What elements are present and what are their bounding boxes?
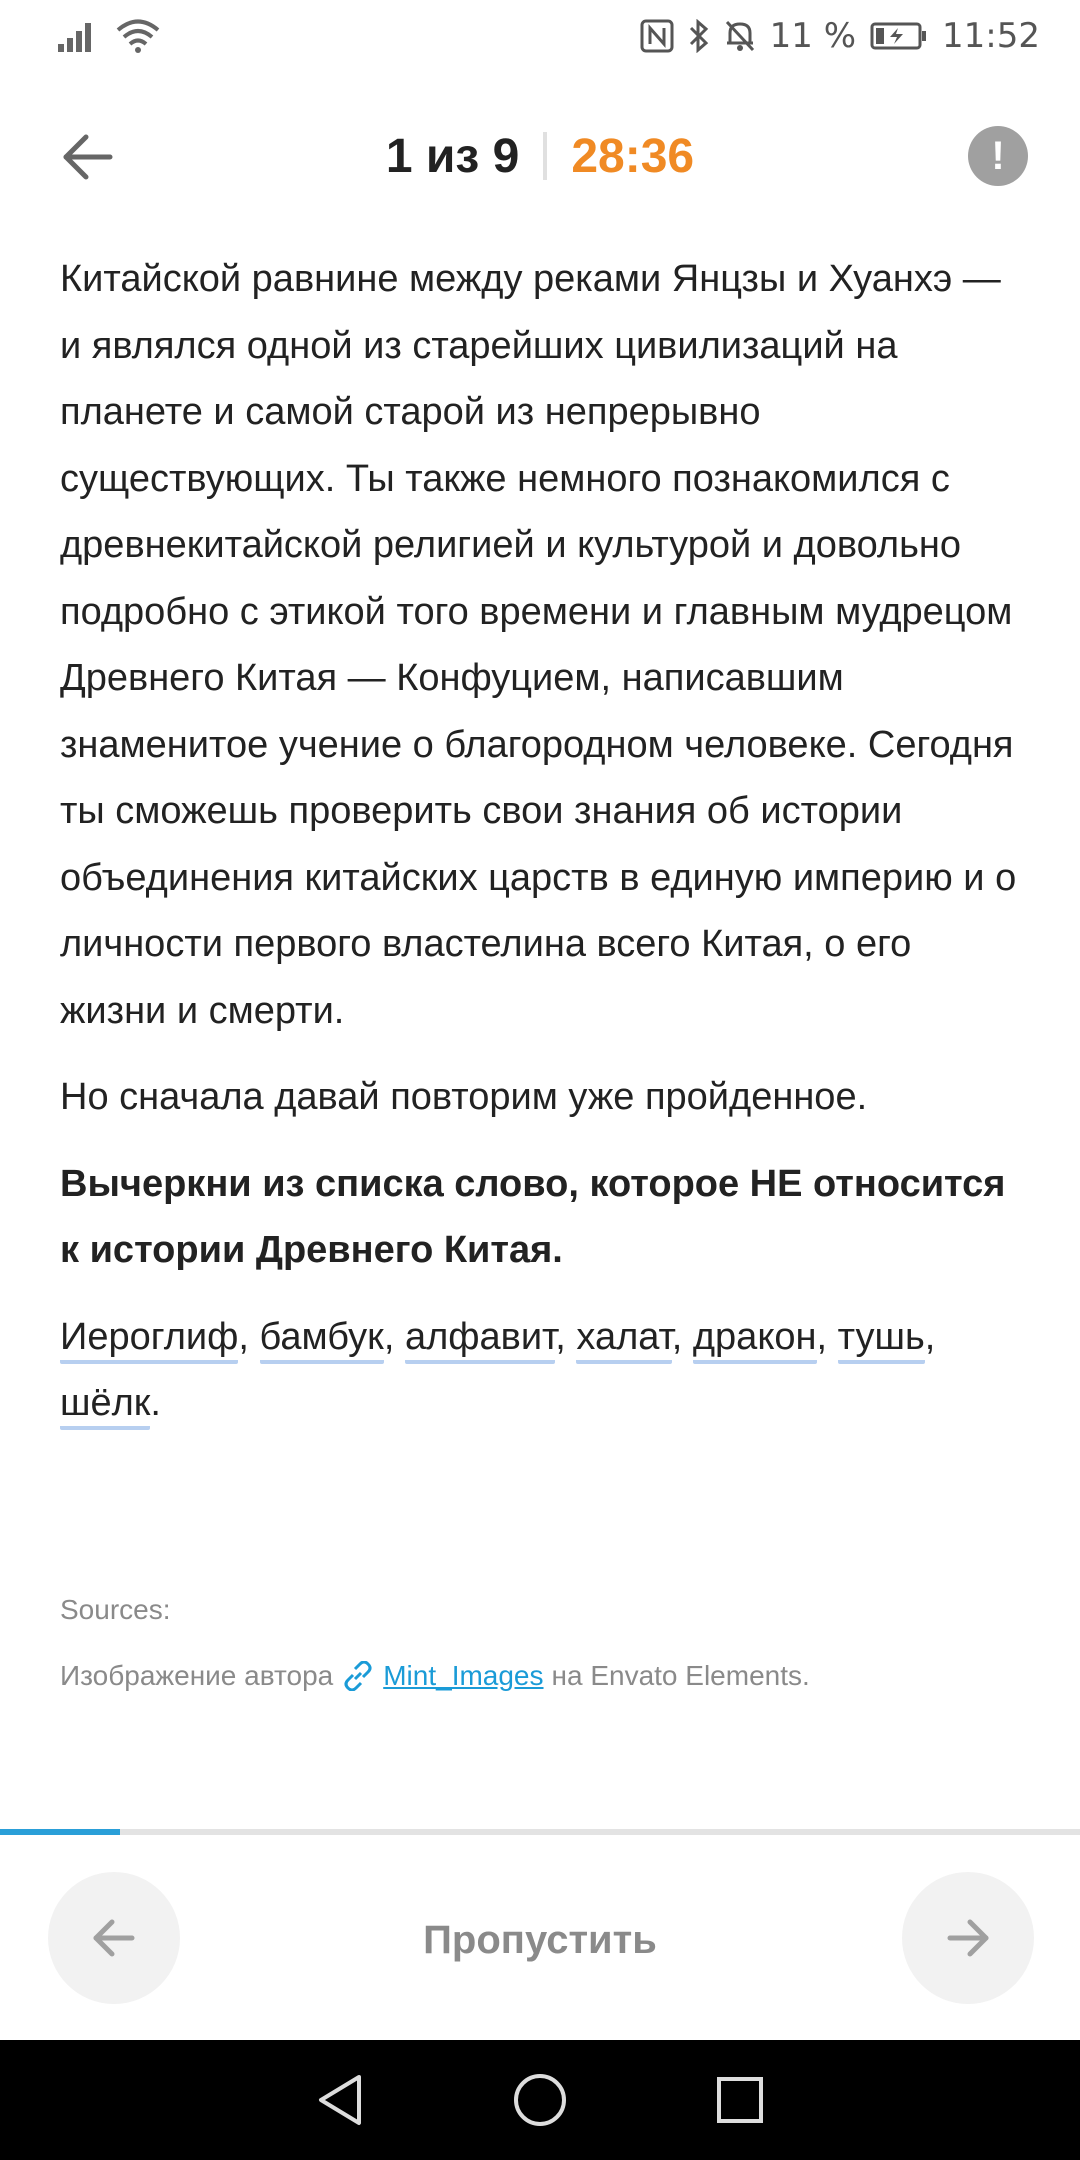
recents-square-icon: [715, 2075, 765, 2125]
sources: [60, 1594, 1020, 1692]
word-option[interactable]: шёлк: [60, 1382, 150, 1430]
mute-icon: [724, 19, 756, 53]
home-circle-icon: [512, 2072, 568, 2128]
status-bar: [0, 0, 1080, 72]
system-recents-button[interactable]: [700, 2060, 780, 2140]
lead-text: Но сначала давай повторим уже пройденное.: [60, 1076, 868, 1118]
clock: 11:52: [942, 16, 1040, 56]
question-text: Вычеркни из списка слово, которое НЕ относится к истории Древнего Китая.: [60, 1162, 1006, 1271]
word-option[interactable]: дракон: [693, 1316, 817, 1364]
system-home-button[interactable]: [500, 2060, 580, 2140]
system-navigation-bar: [0, 2040, 1080, 2160]
word-separator: .: [150, 1382, 161, 1424]
back-button[interactable]: [52, 122, 122, 192]
arrow-right-icon: [944, 1918, 992, 1958]
word-separator: ,: [238, 1315, 260, 1358]
word-option[interactable]: тушь: [838, 1316, 925, 1364]
intro-paragraph: Китайской равнине между реками Янцзы и Хуанхэ — и являлся одной из старейших цивилизаций на планете и самой старой из непрерывно существующих. Ты также немного познакомился с древнекитайской религией и культурой и довольно подробно с этикой того времени и главным мудрецом Древнего Китая — Конфуцием, написавшим знаменитое учение о благородном человеке. Сегодня ты сможешь проверить свои знания об истории объединения китайских царств в единую империю и о личности первого властелина всего Китая, о его жизни и смерти.: [60, 258, 1017, 1032]
timer: 28:36: [571, 129, 695, 183]
signal-icon: [58, 20, 98, 52]
header-divider: [543, 132, 547, 180]
report-button[interactable]: [968, 126, 1028, 186]
nfc-icon: [640, 19, 674, 53]
arrow-left-icon: [60, 133, 114, 181]
word-option[interactable]: халат: [576, 1316, 671, 1364]
link-icon: [341, 1661, 375, 1691]
word-separator: ,: [816, 1315, 838, 1358]
credit-prefix: Изображение автора: [60, 1660, 334, 1691]
image-credit: [60, 1660, 1020, 1692]
word-option[interactable]: бамбук: [260, 1316, 384, 1364]
bottom-navigation: [0, 1860, 1080, 2020]
word-list: [60, 1304, 1020, 1437]
quiz-header: [0, 100, 1080, 212]
word-option[interactable]: Иероглиф: [60, 1316, 238, 1364]
question-counter: 1 из 9: [385, 129, 520, 183]
next-button[interactable]: [902, 1872, 1034, 2004]
battery-icon: [870, 22, 928, 50]
battery-percent: 11 %: [769, 16, 857, 56]
word-separator: ,: [555, 1315, 577, 1358]
exclamation-icon: !: [991, 133, 1005, 178]
wifi-icon: [116, 19, 160, 53]
header-center: [386, 129, 694, 184]
word-separator: ,: [383, 1315, 405, 1358]
previous-button[interactable]: [48, 1872, 180, 2004]
progress-bar: [0, 1829, 1080, 1835]
bluetooth-icon: [688, 19, 710, 53]
status-left: [58, 19, 160, 53]
progress-fill: [0, 1829, 120, 1835]
skip-button[interactable]: Пропустить: [423, 1917, 657, 1962]
status-right: [640, 16, 1040, 56]
system-back-button[interactable]: [300, 2060, 380, 2140]
word-separator: ,: [671, 1315, 693, 1358]
credit-suffix: на Envato Elements.: [551, 1660, 810, 1691]
word-option[interactable]: алфавит: [405, 1316, 555, 1364]
sources-title: Sources:: [60, 1594, 171, 1625]
arrow-left-icon: [90, 1918, 138, 1958]
word-separator: ,: [924, 1315, 936, 1358]
author-link[interactable]: Mint_Images: [383, 1660, 544, 1691]
question-content: [60, 246, 1020, 1437]
back-triangle-icon: [315, 2073, 365, 2127]
